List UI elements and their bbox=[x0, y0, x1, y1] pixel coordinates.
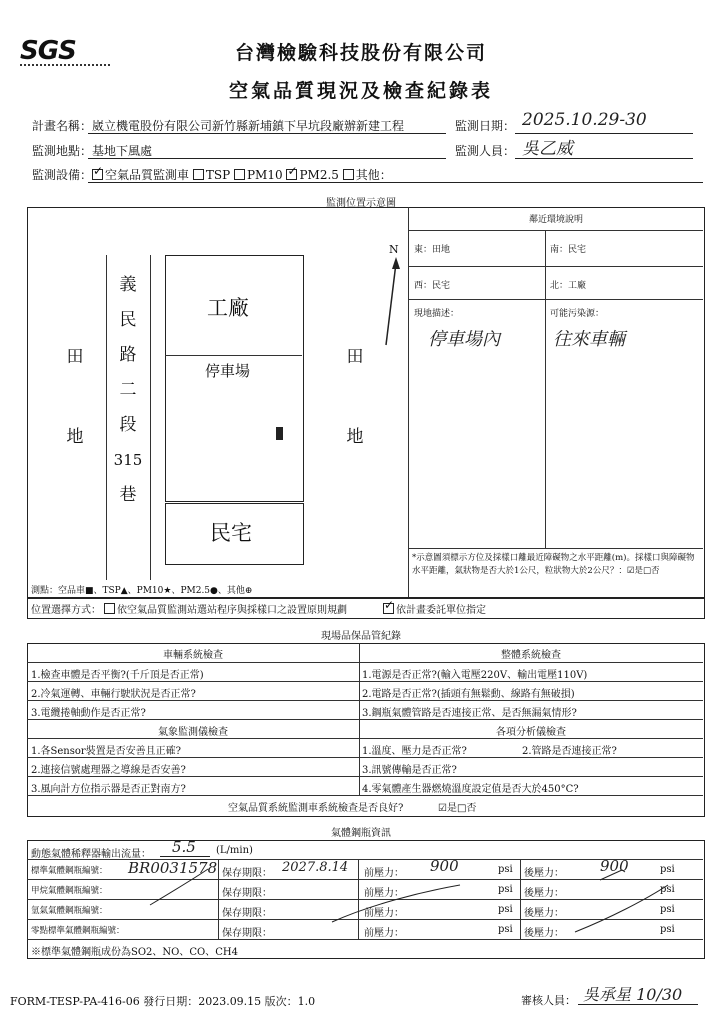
map-section-title: 監測位置示意圖 bbox=[326, 198, 396, 209]
reviewer-label: 審核人員： bbox=[521, 994, 576, 1007]
system-item-1: 1.電源是否正常?(輸入電壓220V、輸出電壓110V) bbox=[362, 670, 588, 681]
gas-row-label: 甲烷氣體鋼瓶編號： bbox=[31, 886, 108, 896]
gas-post-unit: psi bbox=[660, 904, 675, 915]
flow-value: 5.5 bbox=[172, 838, 196, 856]
gas-footnote: ※標準氣體鋼瓶成份為SO2、NO、CO、CH4 bbox=[31, 947, 238, 958]
position-label: 位置選擇方式： bbox=[31, 605, 101, 616]
vehicle-item-1: 1.檢查車體是否平衡?(千斤頂是否正常) bbox=[31, 670, 204, 681]
gas-pre-value: 900 bbox=[430, 857, 459, 875]
staff-label: 監測人員： bbox=[455, 144, 516, 158]
env-west: 西：民宅 bbox=[414, 281, 451, 291]
plan-label: 計畫名稱： bbox=[32, 119, 93, 133]
env-south: 南：民宅 bbox=[550, 245, 587, 255]
gas-row-value: BR0031578 bbox=[128, 859, 218, 877]
gas-title: 氣體鋼瓶資訊 bbox=[331, 828, 391, 839]
location-label: 監測地點： bbox=[32, 144, 93, 158]
date-value: 2025.10.29-30 bbox=[522, 110, 647, 130]
qc-summary-answer[interactable]: ☑是□否 bbox=[438, 803, 477, 814]
gas-expire-label: 保存期限： bbox=[222, 868, 272, 879]
analyzer-item-3: 3.訊號傳輸是否正常? bbox=[362, 765, 457, 776]
date-label: 監測日期： bbox=[455, 119, 516, 133]
qc-summary: 空氣品質系統監測車系統檢查是否良好? bbox=[228, 803, 404, 814]
gas-post-value: 900 bbox=[600, 857, 629, 875]
analyzer-item-2: 2.管路是否連接正常? bbox=[522, 746, 617, 757]
position-opt2[interactable]: ✓ 依計畫委託單位指定 bbox=[384, 598, 486, 616]
weather-item-1: 1.各Sensor裝置是否安善且正確? bbox=[31, 746, 182, 757]
gas-row-label: 標準氣體鋼瓶編號： bbox=[31, 866, 108, 876]
field-right-2: 地 bbox=[346, 427, 364, 447]
road-label: 義 民 路 二 段 315 巷 bbox=[113, 275, 143, 505]
system-item-3: 3.鋼瓶氣體管路是否連接正常、是否無漏氣情形? bbox=[362, 708, 577, 719]
vehicle-title: 車輛系統檢查 bbox=[163, 650, 223, 661]
gas-pre-unit: psi bbox=[498, 904, 513, 915]
system-item-2: 2.電路是否正常?(插頭有無鬆動、線路有無破損) bbox=[362, 689, 575, 700]
field-left-1: 田 bbox=[66, 347, 84, 367]
qc-title: 現場品保品管紀錄 bbox=[321, 631, 401, 642]
gas-expire-label: 保存期限： bbox=[222, 928, 272, 939]
gas-pre-label: 前壓力： bbox=[364, 928, 404, 939]
gas-post-unit: psi bbox=[660, 884, 675, 895]
vehicle-item-2: 2.冷氣運轉、車輛行駛狀況是否正常? bbox=[31, 689, 196, 700]
parking-label: 停車場 bbox=[205, 362, 251, 380]
plan-value: 崴立機電股份有限公司新竹縣新埔鎮下早坑段廠辦新建工程 bbox=[92, 119, 405, 133]
house-label: 民宅 bbox=[210, 521, 252, 545]
gas-pre-label: 前壓力： bbox=[364, 908, 404, 919]
analyzer-item-4: 4.零氣體產生器燃燒溫度設定值是否大於450°C? bbox=[362, 784, 579, 795]
map-legend: 測點：空品車■、TSP▲、PM10★、PM2.5●、其他⊕ bbox=[31, 586, 253, 596]
form-id: FORM-TESP-PA-416-06 發行日期：2023.09.15 版次：1.0 bbox=[10, 995, 316, 1008]
company-name: 台灣檢驗科技股份有限公司 bbox=[234, 42, 487, 64]
equip-checkbox-car[interactable]: ✓ bbox=[93, 164, 104, 178]
weather-item-3: 3.風向計方位指示器是否正對南方? bbox=[31, 784, 186, 795]
vehicle-item-3: 3.電纜捲軸動作是否正常? bbox=[31, 708, 146, 719]
reviewer-value: 吳承星 10/30 bbox=[583, 985, 683, 1004]
equip-label: 監測設備： bbox=[32, 168, 93, 182]
gas-post-label: 後壓力： bbox=[524, 888, 564, 899]
analyzer-title: 各項分析儀檢查 bbox=[496, 727, 566, 738]
north-label: N bbox=[389, 243, 399, 256]
gas-expire-label: 保存期限： bbox=[222, 908, 272, 919]
gas-row-label: 零點標準氣體鋼瓶編號： bbox=[31, 926, 125, 936]
weather-title: 氣象監測儀檢查 bbox=[158, 727, 228, 738]
page-title: 空氣品質現況及檢查紀錄表 bbox=[228, 80, 493, 102]
env-source-label: 可能污染源： bbox=[550, 309, 605, 319]
flow-label: 動態氣體稀釋器輸出流量： bbox=[31, 849, 151, 860]
env-source-value: 往來車輛 bbox=[553, 329, 625, 350]
staff-value: 吳乙威 bbox=[522, 139, 573, 159]
env-note: *示意圖須標示方位及採樣口離最近障礙物之水平距離(m)。採樣口與障礙物水平距離，氣狀物是否大於1公尺，粒狀物大於2公尺？：☑是□否 bbox=[412, 553, 695, 576]
field-right-1: 田 bbox=[346, 347, 364, 367]
env-desc-value: 停車場內 bbox=[428, 329, 500, 350]
gas-row-label: 氫氣氣體鋼瓶編號： bbox=[31, 906, 108, 916]
gas-post-unit: psi bbox=[660, 924, 675, 935]
env-desc-label: 現地描述： bbox=[414, 309, 460, 319]
env-north: 北：工廠 bbox=[550, 281, 587, 291]
env-title: 鄰近環境說明 bbox=[528, 215, 583, 225]
gas-pre-unit: psi bbox=[498, 884, 513, 895]
flow-unit: (L/min) bbox=[216, 845, 253, 856]
system-title: 整體系統檢查 bbox=[501, 650, 561, 661]
gas-expire-label: 保存期限： bbox=[222, 888, 272, 899]
equip-checkbox-pm25[interactable]: ✓ bbox=[287, 164, 298, 178]
factory-label: 工廠 bbox=[207, 296, 249, 320]
gas-expire-value: 2027.8.14 bbox=[282, 860, 349, 875]
analyzer-item-1: 1.溫度、壓力是否正常? bbox=[362, 746, 467, 757]
gas-pre-unit: psi bbox=[498, 924, 513, 935]
gas-post-unit: psi bbox=[660, 864, 675, 875]
gas-pre-label: 前壓力： bbox=[364, 888, 404, 899]
gas-post-label: 後壓力： bbox=[524, 908, 564, 919]
env-east: 東：田地 bbox=[414, 245, 451, 255]
equip-items: ✓ 空氣品質監測車 TSP PM10 ✓ PM2.5 其他： bbox=[93, 164, 392, 182]
logo-text: SGS bbox=[20, 36, 76, 66]
gas-pre-label: 前壓力： bbox=[364, 868, 404, 879]
gas-pre-unit: psi bbox=[498, 864, 513, 875]
gas-post-label: 後壓力： bbox=[524, 868, 564, 879]
field-left-2: 地 bbox=[66, 427, 84, 447]
gas-post-label: 後壓力： bbox=[524, 928, 564, 939]
position-opt1[interactable]: 依空氣品質監測站選站程序與採樣口之設置原則規劃 bbox=[104, 601, 347, 616]
location-value: 基地下風處 bbox=[92, 144, 153, 158]
weather-item-2: 2.連接信號處理器之導線是否安善? bbox=[31, 765, 186, 776]
